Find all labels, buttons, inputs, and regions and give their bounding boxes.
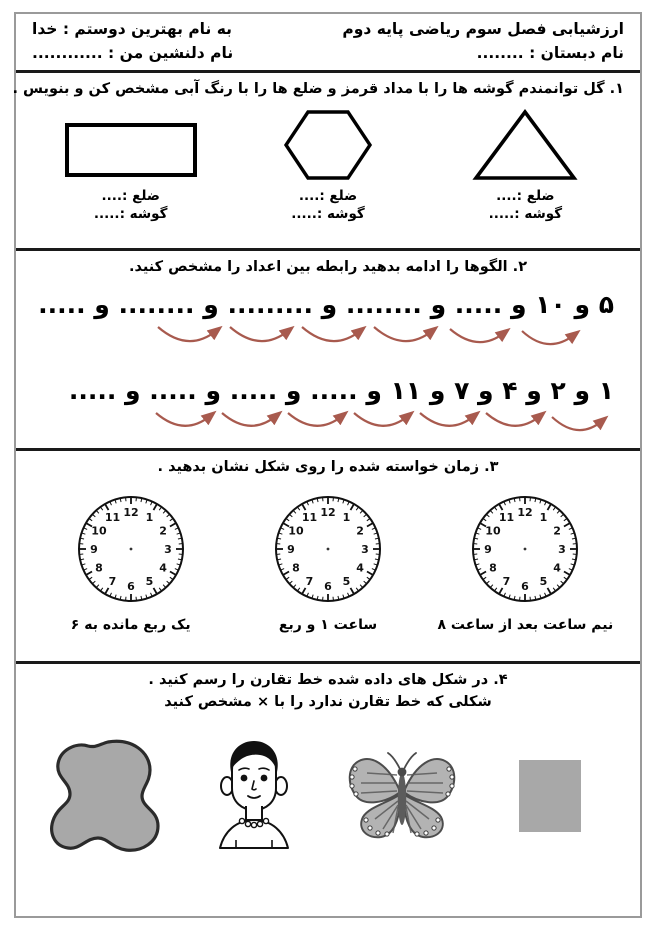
clock-numeral-3: 3 [558,542,567,556]
clock-numeral-3: 3 [163,542,172,556]
clock-numeral-10: 10 [90,524,107,538]
pattern-block-1 [32,291,624,365]
pattern-1-arcs [150,323,620,357]
clock-numeral-8: 8 [489,561,498,575]
hexagon-labels [291,187,365,223]
clock-numeral-4: 4 [356,561,364,575]
clock-numeral-6: 6 [521,579,530,593]
clock-numeral-10: 10 [288,524,304,538]
pattern-2-arcs [150,409,620,443]
clock-numeral-12: 12 [123,505,139,519]
pattern-2-arrow-group [150,409,620,443]
clock-numeral-8: 8 [94,561,103,575]
figure-square-cell[interactable] [476,736,624,856]
shape-cell-rectangle [38,109,223,223]
header-row-fields [16,42,640,70]
question-3-clock-row [32,489,624,633]
hexagon-icon [278,109,378,181]
worksheet-header [16,14,640,73]
clock-numeral-9: 9 [484,542,493,556]
clock-face-1[interactable] [71,489,191,613]
pattern-2-line[interactable]: ۱ و ۲ و ۴ و ۷ و ۱۱ و ..... و ..... و ..... و ..... [68,375,614,405]
gray-square-icon [519,760,581,832]
clock-cell-2 [233,489,423,633]
clock-face-2[interactable] [268,489,388,613]
figure-blob-cell[interactable] [32,736,180,856]
rectangle-corner-label: گوشه :..... [93,205,168,222]
triangle-side-label: ضلع :.... [496,187,555,204]
student-name-field[interactable]: نام دلنشین من : ............ [32,44,234,62]
clock-face-3[interactable] [465,489,585,613]
triangle-art [470,109,580,181]
question-3-section [16,451,640,664]
clock-numeral-4: 4 [158,561,167,575]
clock-cell-1 [36,489,226,633]
clock-numeral-4: 4 [553,561,562,575]
clock-numeral-11: 11 [104,510,120,524]
pattern-1-arrow-group [150,323,620,357]
clock-icon-2 [268,489,388,609]
clock-numeral-11: 11 [301,510,318,524]
clock-caption-1: یک ربع مانده به ۶ [70,616,191,633]
clock-numeral-2: 2 [158,524,167,538]
clock-numeral-6: 6 [126,579,135,593]
clock-numeral-6: 6 [324,579,332,593]
clock-numeral-1: 1 [342,510,351,524]
clock-numeral-5: 5 [540,574,548,588]
triangle-labels [489,187,563,223]
shape-cell-triangle [433,109,618,223]
clock-numeral-9: 9 [287,542,295,556]
question-1-section [12,73,640,251]
clock-numeral-12: 12 [320,505,336,519]
clock-numeral-2: 2 [356,524,364,538]
rectangle-labels [94,187,168,223]
triangle-icon [470,109,580,181]
question-1-text: ۱. گل توانمندم گوشه ها را با مداد قرمز و ضلع ها را با رنگ آبی مشخص کن و بنویس . [12,81,624,97]
figure-butterfly-cell[interactable] [328,736,476,856]
clock-numeral-5: 5 [145,574,154,588]
worksheet-sheet [14,12,642,918]
header-row-title [16,14,640,42]
hexagon-side-label: ضلع :.... [298,187,358,204]
clock-numeral-2: 2 [553,524,562,538]
question-4-text-line2: شکلی که خط تقارن ندارد را با × مشخص کنید [164,693,492,710]
blob-icon [46,736,166,856]
pattern-1-line[interactable]: ۵ و ۱۰ و ..... و ........ و ......... و ........ و ..... [38,289,614,319]
rectangle-art [61,109,201,181]
clock-caption-2: ساعت ۱ و ربع [278,616,378,633]
hexagon-art [278,109,378,181]
butterfly-icon [337,741,467,851]
clock-numeral-9: 9 [89,542,98,556]
question-4-figures-row [32,736,624,856]
pattern-block-2 [32,377,624,451]
clock-cell-3 [430,489,620,633]
rectangle-icon [61,109,201,181]
triangle-corner-label: گوشه :..... [488,205,563,222]
clock-numeral-1: 1 [540,510,548,524]
clock-numeral-7: 7 [305,574,314,588]
clock-numeral-8: 8 [292,561,300,575]
clock-icon-3 [465,489,585,609]
clock-numeral-12: 12 [517,505,533,519]
bismillah-text: به نام بهترین دوستم : خدا [32,20,232,38]
clock-numeral-5: 5 [342,574,351,588]
question-4-text-line1: ۴. در شکل های داده شده خط تقارن را رسم کنید . [148,672,508,688]
worksheet-title: ارزشیابی فصل سوم ریاضی پایه دوم [342,20,624,38]
clock-icon-1 [71,489,191,609]
hexagon-corner-label: گوشه :..... [291,205,365,222]
clock-caption-3: نیم ساعت بعد از ساعت ۸ [437,616,614,633]
boy-face-icon [194,736,314,856]
figure-boy-face-cell[interactable] [180,736,328,856]
clock-numeral-7: 7 [108,574,117,588]
shape-cell-hexagon [236,109,421,223]
question-4-section [16,664,640,916]
school-name-field[interactable]: نام دبستان : ........ [476,44,624,62]
question-1-shapes-row [32,109,624,223]
question-2-text: ۲. الگوها را ادامه بدهید رابطه بین اعداد را مشخص کنید. [128,259,528,275]
rectangle-side-label: ضلع :.... [101,187,160,204]
clock-numeral-11: 11 [499,510,515,524]
question-3-text: ۳. زمان خواسته شده را روی شکل نشان بدهید . [157,459,499,475]
clock-numeral-1: 1 [145,510,154,524]
clock-numeral-3: 3 [361,542,369,556]
clock-numeral-10: 10 [485,524,501,538]
question-2-section [16,251,640,451]
clock-numeral-7: 7 [503,574,511,588]
